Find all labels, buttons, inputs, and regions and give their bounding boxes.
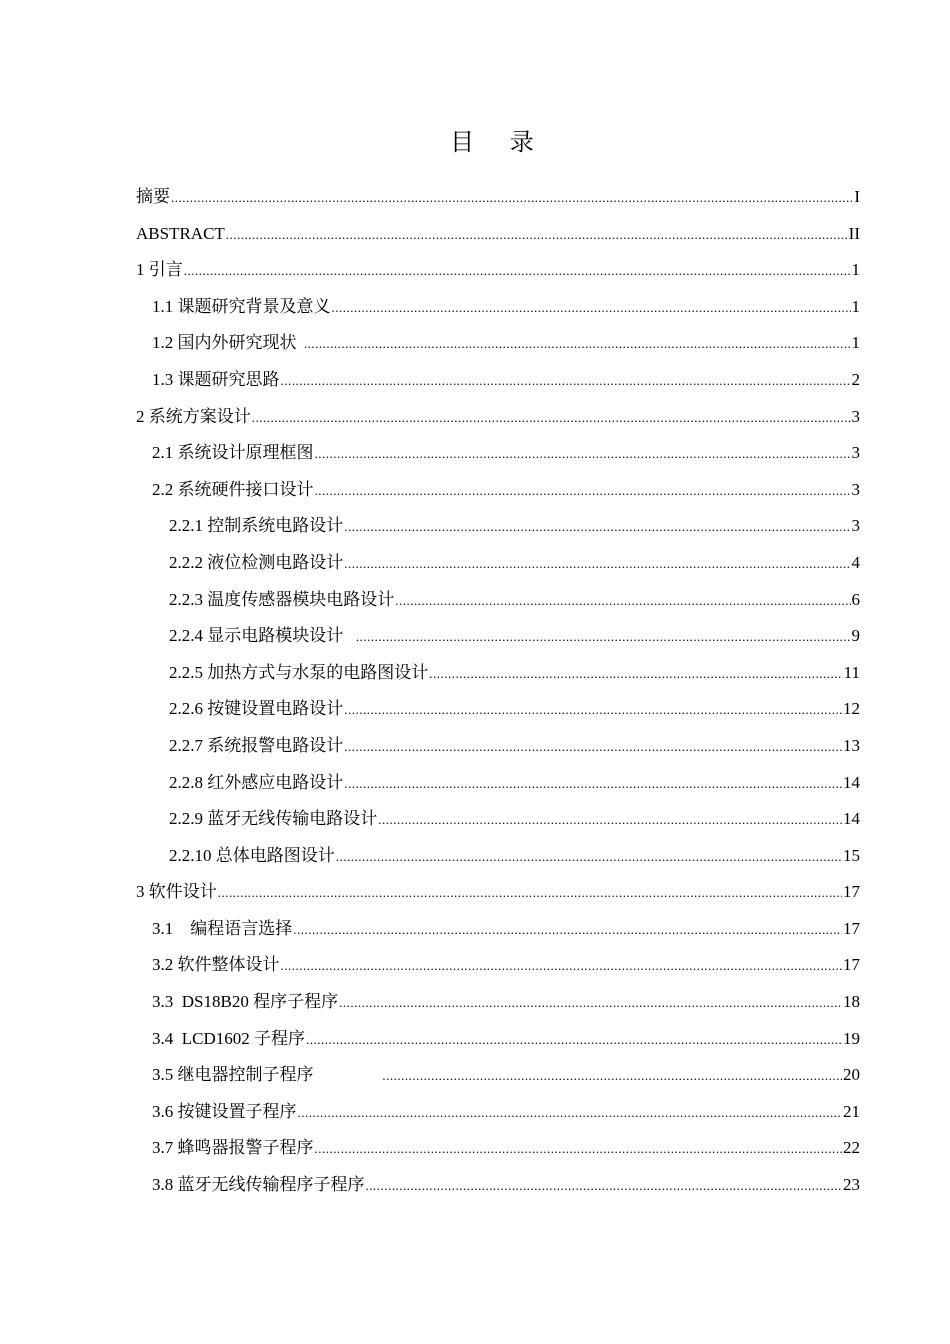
toc-entry-page: 17 [843, 955, 860, 975]
toc-entry-label: 3.1 编程语言选择 [152, 918, 293, 938]
toc-dot-leader [429, 656, 842, 693]
toc-entry-label: 3.2 软件整体设计 [152, 955, 280, 975]
toc-entry-label: 3.8 蓝牙无线传输程序子程序 [152, 1175, 365, 1195]
toc-entry-2-2-7[interactable] [136, 728, 860, 765]
toc-entry-page: 23 [843, 1175, 860, 1195]
toc-dot-leader [315, 436, 851, 473]
toc-entry-label: 3.6 按键设置子程序 [152, 1101, 297, 1121]
toc-entry-page: 14 [843, 772, 860, 792]
toc-dot-leader [339, 985, 842, 1022]
toc-entry-page: 2 [851, 369, 860, 389]
toc-entry-label: 1 引言 [136, 260, 183, 280]
toc-dot-leader [306, 1022, 842, 1059]
toc-list [136, 179, 860, 1204]
toc-entry-page: 1 [851, 333, 860, 353]
toc-entry-page: I [854, 187, 860, 206]
toc-entry-3-2[interactable] [136, 947, 860, 984]
toc-entry-label: 3.5 继电器控制子程序 [152, 1065, 314, 1085]
toc-dot-leader [315, 1131, 843, 1168]
toc-title: 目 录 [450, 128, 548, 156]
toc-entry-2[interactable] [136, 399, 860, 436]
toc-entry-2-2-3[interactable] [136, 582, 860, 619]
toc-entry-3-6[interactable] [136, 1094, 860, 1131]
toc-entry-label: 2.2.3 温度传感器模块电路设计 [169, 589, 395, 609]
toc-dot-leader [315, 473, 851, 510]
toc-entry-label: 2.2.6 按键设置电路设计 [169, 699, 344, 719]
toc-dot-leader [382, 1058, 842, 1095]
toc-entry-2-2-4[interactable] [136, 618, 860, 655]
toc-entry-3-5[interactable] [136, 1057, 860, 1094]
toc-dot-leader [344, 509, 850, 546]
toc-entry-label: 1.2 国内外研究现状 [152, 333, 297, 353]
toc-dot-leader [281, 363, 851, 400]
toc-dot-leader [252, 400, 851, 437]
toc-entry-label: 3.3 DS18B20 程序子程序 [152, 992, 339, 1012]
toc-dot-leader [344, 729, 842, 766]
toc-entry-page: 3 [851, 516, 860, 536]
toc-dot-leader [332, 290, 851, 327]
toc-entry-label: 2.2 系统硬件接口设计 [152, 479, 314, 499]
toc-entry-page: 11 [843, 662, 860, 682]
toc-entry-label: 摘要 [136, 187, 170, 206]
toc-entry-2-1[interactable] [136, 435, 860, 472]
toc-entry-3-8[interactable] [136, 1167, 860, 1204]
toc-entry-1-1[interactable] [136, 289, 860, 326]
toc-dot-leader [171, 180, 853, 217]
toc-entry-2-2-2[interactable] [136, 545, 860, 582]
toc-entry-label: 3.7 蜂鸣器报警子程序 [152, 1138, 314, 1158]
toc-dot-leader [218, 875, 842, 912]
toc-dot-leader [344, 692, 842, 729]
toc-entry-page: II [848, 223, 860, 243]
toc-entry-page: 3 [851, 479, 860, 499]
toc-dot-leader [184, 253, 851, 290]
toc-entry-label: 1.3 课题研究思路 [152, 369, 280, 389]
toc-entry-page: 6 [851, 589, 860, 609]
toc-entry-page: 14 [843, 809, 860, 829]
toc-entry-label: 2.2.10 总体电路图设计 [169, 845, 335, 865]
toc-entry-label: 2.2.7 系统报警电路设计 [169, 735, 344, 755]
toc-entry-page: 1 [851, 260, 860, 280]
toc-entry-2-2-10[interactable] [136, 838, 860, 875]
toc-dot-leader [344, 766, 842, 803]
toc-entry-label: 2.2.8 红外感应电路设计 [169, 772, 344, 792]
toc-entry-label: 2.1 系统设计原理框图 [152, 443, 314, 463]
toc-entry-page: 19 [843, 1028, 860, 1048]
toc-entry-3-7[interactable] [136, 1130, 860, 1167]
toc-entry-page: 13 [843, 735, 860, 755]
toc-entry-page: 21 [843, 1101, 860, 1121]
toc-entry-label: 2.2.5 加热方式与水泵的电路图设计 [169, 662, 429, 682]
toc-entry-page: 20 [843, 1065, 860, 1085]
toc-entry-label: 2.2.1 控制系统电路设计 [169, 516, 344, 536]
toc-entry-1-2[interactable] [136, 325, 860, 362]
toc-dot-leader [336, 839, 842, 876]
toc-entry-label: 3 软件设计 [136, 882, 217, 902]
toc-entry-page: 17 [843, 918, 860, 938]
toc-dot-leader [226, 217, 848, 254]
toc-entry-label: 2.2.9 蓝牙无线传输电路设计 [169, 809, 378, 829]
toc-dot-leader [344, 546, 850, 583]
toc-dot-leader [293, 912, 842, 949]
toc-entry-page: 4 [851, 552, 860, 572]
toc-entry-label: ABSTRACT [136, 223, 225, 243]
toc-entry-2-2-9[interactable] [136, 801, 860, 838]
toc-entry-2-2-5[interactable] [136, 655, 860, 692]
toc-entry-page: 1 [851, 296, 860, 316]
toc-entry-3-4[interactable] [136, 1021, 860, 1058]
toc-entry-2-2-1[interactable] [136, 508, 860, 545]
toc-dot-leader [395, 583, 850, 620]
toc-entry-page: 12 [843, 699, 860, 719]
toc-dot-leader [378, 802, 842, 839]
toc-entry-page: 15 [843, 845, 860, 865]
toc-entry-page: 9 [851, 626, 860, 646]
toc-entry-3-3[interactable] [136, 984, 860, 1021]
toc-dot-leader [356, 619, 851, 656]
toc-dot-leader [298, 1095, 843, 1132]
toc-entry-label: 2 系统方案设计 [136, 406, 251, 426]
toc-entry-abstract-en[interactable] [136, 216, 860, 253]
toc-entry-2-2-8[interactable] [136, 765, 860, 802]
toc-entry-label: 2.2.2 液位检测电路设计 [169, 552, 344, 572]
toc-entry-label: 2.2.4 显示电路模块设计 [169, 626, 344, 646]
toc-entry-page: 17 [843, 882, 860, 902]
toc-entry-page: 22 [843, 1138, 860, 1158]
toc-entry-3-1[interactable] [136, 911, 860, 948]
toc-entry-page: 18 [843, 992, 860, 1012]
toc-entry-abstract-cn[interactable] [136, 179, 860, 216]
toc-entry-label: 1.1 课题研究背景及意义 [152, 296, 331, 316]
toc-entry-label: 3.4 LCD1602 子程序 [152, 1028, 305, 1048]
toc-entry-2-2-6[interactable] [136, 691, 860, 728]
toc-entry-1[interactable] [136, 252, 860, 289]
toc-dot-leader [281, 948, 843, 985]
toc-dot-leader [304, 326, 851, 363]
toc-entry-3[interactable] [136, 874, 860, 911]
toc-entry-2-2[interactable] [136, 472, 860, 509]
toc-entry-page: 3 [851, 406, 860, 426]
toc-entry-page: 3 [851, 443, 860, 463]
toc-dot-leader [366, 1168, 843, 1205]
toc-entry-1-3[interactable] [136, 362, 860, 399]
